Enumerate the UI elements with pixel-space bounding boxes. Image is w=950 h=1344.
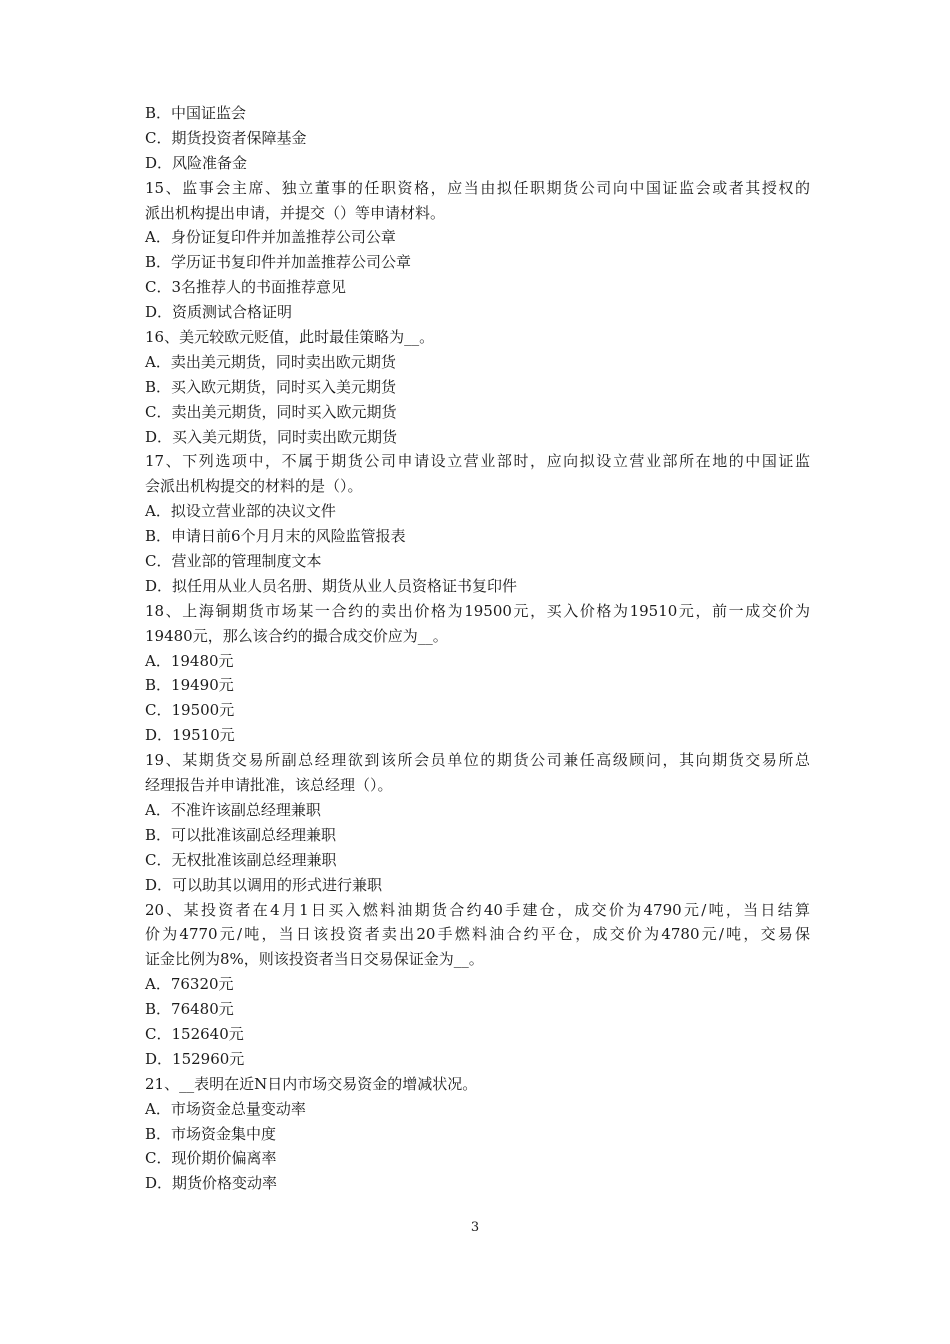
question-18-line-2: 19480元，那么该合约的撮合成交价应为__。: [145, 626, 448, 645]
option-line: B．买入欧元期货，同时买入美元期货: [145, 377, 397, 396]
option-line: C．无权批准该副总经理兼职: [145, 850, 337, 869]
question-15-line-2: 派出机构提出申请，并提交（）等申请材料。: [145, 203, 446, 222]
question-21: 21、__表明在近N日内市场交易资金的增减状况。: [145, 1074, 478, 1093]
option-line: C．3名推荐人的书面推荐意见: [145, 278, 347, 297]
option-line: A．19480元: [145, 651, 234, 670]
page-number: 3: [470, 1220, 480, 1235]
question-20-line-1: 20、某投资者在4月1日买入燃料油期货合约40手建仓，成交价为4790元/吨，当日结算: [145, 900, 810, 919]
option-line: B．76480元: [145, 1000, 234, 1019]
question-18-line-1: 18、上海铜期货市场某一合约的卖出价格为19500元，买入价格为19510元，前一成交价为: [145, 601, 810, 620]
option-line: A．拟设立营业部的决议文件: [145, 502, 336, 521]
option-line: D．买入美元期货，同时卖出欧元期货: [145, 427, 398, 446]
question-17-line-2: 会派出机构提交的材料的是（）。: [145, 477, 363, 496]
option-line: C．现价期价偏离率: [145, 1149, 277, 1168]
question-19-line-1: 19、某期货交易所副总经理欲到该所会员单位的期货公司兼任高级顾问，其向期货交易所总: [145, 751, 810, 770]
option-line: C．营业部的管理制度文本: [145, 552, 322, 571]
option-line: B．申请日前6个月月末的风险监管报表: [145, 527, 406, 546]
question-16: 16、美元较欧元贬值，此时最佳策略为__。: [145, 328, 435, 347]
option-line: B．可以批准该副总经理兼职: [145, 825, 337, 844]
question-19-line-2: 经理报告并申请批准，该总经理（）。: [145, 776, 393, 795]
question-20-line-2: 价为4770元/吨，当日该投资者卖出20手燃料油合约平仓，成交价为4780元/吨，交易保: [145, 925, 810, 944]
option-line: B．中国证监会: [145, 104, 247, 122]
option-line: D．风险准备金: [145, 153, 248, 172]
option-line: B．学历证书复印件并加盖推荐公司公章: [145, 253, 412, 272]
question-text-block: [145, 101, 810, 1196]
option-line: D．152960元: [145, 1049, 245, 1068]
option-line: A．市场资金总量变动率: [145, 1099, 306, 1118]
option-line: C．卖出美元期货，同时买入欧元期货: [145, 402, 397, 421]
option-line: C．期货投资者保障基金: [145, 128, 307, 147]
option-line: A．76320元: [145, 975, 234, 994]
option-line: D．资质测试合格证明: [145, 303, 293, 322]
option-line: B．19490元: [145, 676, 234, 695]
option-line: A．卖出美元期货，同时卖出欧元期货: [145, 352, 396, 371]
option-line: C．19500元: [145, 701, 235, 720]
option-line: D．可以助其以调用的形式进行兼职: [145, 875, 383, 894]
option-line: D．拟任用从业人员名册、期货从业人员资格证书复印件: [145, 576, 518, 595]
option-line: B．市场资金集中度: [145, 1124, 277, 1143]
option-line: C．152640元: [145, 1024, 244, 1043]
option-line: D．19510元: [145, 726, 235, 745]
question-20-line-3: 证金比例为8%，则该投资者当日交易保证金为__。: [145, 950, 484, 969]
question-17-line-1: 17、下列选项中，不属于期货公司申请设立营业部时，应向拟设立营业部所在地的中国证监: [145, 452, 810, 471]
option-line: A．身份证复印件并加盖推荐公司公章: [145, 228, 396, 247]
question-15-line-1: 15、监事会主席、独立董事的任职资格，应当由拟任职期货公司向中国证监会或者其授权的: [145, 178, 810, 197]
option-line: D．期货价格变动率: [145, 1174, 278, 1193]
option-line: A．不准许该副总经理兼职: [145, 800, 321, 819]
